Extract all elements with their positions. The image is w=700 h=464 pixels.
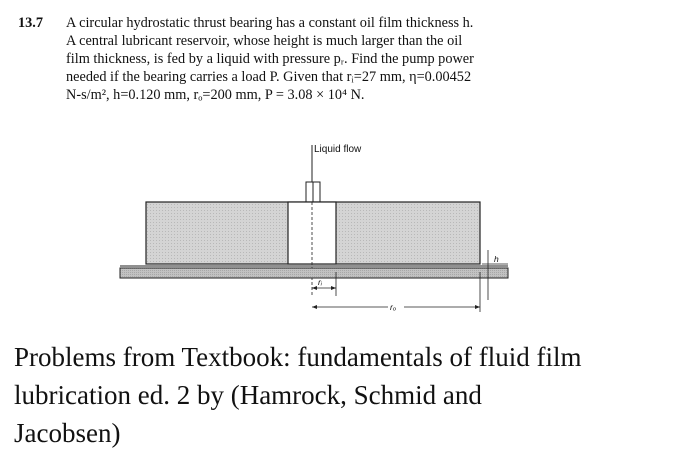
bearing-base: [120, 268, 508, 278]
ri-label: rᵢ: [318, 277, 322, 287]
ro-label: rₒ: [390, 302, 397, 312]
problem-line-4: needed if the bearing carries a load P. Given that rᵢ=27 mm, η=0.00452: [66, 69, 472, 85]
h-label: h: [494, 254, 499, 264]
problem-line-1: 13.7 A circular hydrostatic thrust bearing has a constant oil film thickness h.: [18, 15, 474, 31]
caption-line-3: Jacobsen): [14, 418, 121, 448]
liquid-flow-label: Liquid flow: [314, 144, 362, 155]
caption-line-2: lubrication ed. 2 by (Hamrock, Schmid and: [14, 380, 482, 410]
source-caption: [14, 338, 694, 452]
problem-line-2: A central lubricant reservoir, whose height is much larger than the oil: [66, 33, 463, 49]
problem-line-3: film thickness, is fed by a liquid with pressure pᵣ. Find the pump power: [66, 51, 474, 67]
problem-line-5: N-s/m², h=0.120 mm, rₒ=200 mm, P = 3.08 × 10⁴ N.: [66, 87, 365, 103]
problem-number: 13.7: [18, 15, 44, 31]
caption-line-1: Problems from Textbook: fundamentals of fluid film: [14, 342, 582, 372]
